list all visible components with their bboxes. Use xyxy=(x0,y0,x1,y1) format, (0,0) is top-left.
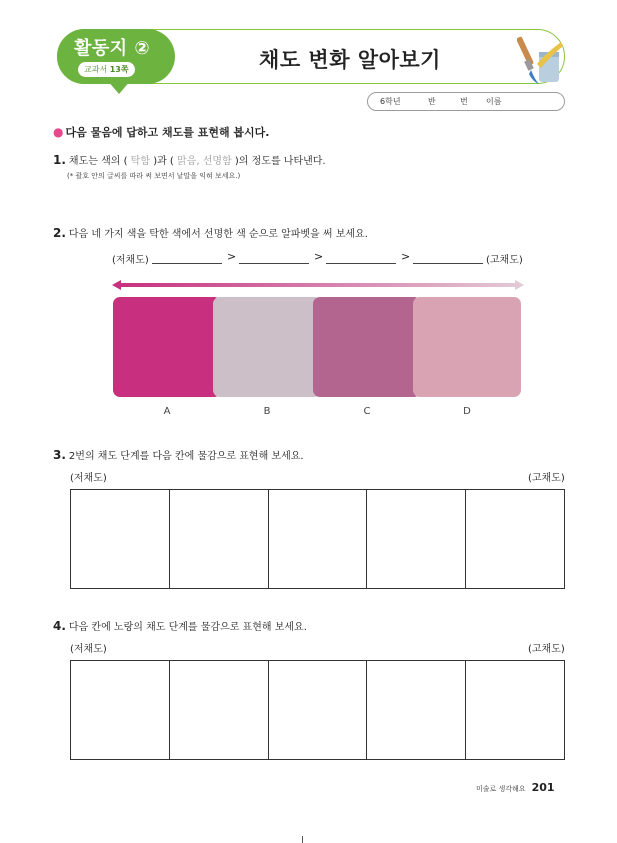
page-title: 채도 변화 알아보기 xyxy=(259,48,441,72)
q3-high-label: (고채도) xyxy=(528,473,565,484)
bullet-dot-icon: ● xyxy=(53,125,64,139)
q4-low-label: (저채도) xyxy=(70,644,107,655)
q3-cell-1[interactable] xyxy=(71,490,170,588)
textbook-page-ref xyxy=(78,62,135,77)
swatch-a xyxy=(113,297,221,397)
swatch-label-c: C xyxy=(363,406,371,417)
q4-paint-grid xyxy=(70,660,565,760)
greater-than-3: > xyxy=(401,250,411,263)
textbook-page: 13쪽 xyxy=(109,65,129,74)
q4-cell-5[interactable] xyxy=(466,661,564,759)
question-1: 1. 채도는 색의 ( 탁함 )과 ( 맑음, 선명함 )의 정도를 나타낸다. xyxy=(53,153,326,167)
answer-blank-3[interactable] xyxy=(326,263,396,264)
number-label: 번 xyxy=(460,97,468,106)
q4-cell-1[interactable] xyxy=(71,661,170,759)
question-3: 3. 2번의 채도 단계를 다음 칸에 물감으로 표현해 보세요. xyxy=(53,448,304,462)
crop-mark xyxy=(302,836,303,843)
answer-blank-2[interactable] xyxy=(239,263,309,264)
greater-than-2: > xyxy=(314,250,324,263)
swatch-d xyxy=(413,297,521,397)
instruction: ● 다음 물음에 답하고 채도를 표현해 봅시다. xyxy=(53,125,270,139)
trace-word-2: 맑음, 선명함 xyxy=(177,156,232,167)
swatch-b xyxy=(213,297,321,397)
q3-cell-5[interactable] xyxy=(466,490,564,588)
high-saturation-label: (고채도) xyxy=(486,255,523,266)
q4-high-label: (고채도) xyxy=(528,644,565,655)
question-4: 4. 다음 칸에 노랑의 채도 단계를 물감으로 표현해 보세요. xyxy=(53,619,307,633)
badge-tail xyxy=(107,80,131,94)
badge-title: 활동지 ② xyxy=(74,38,151,59)
q4-cell-2[interactable] xyxy=(170,661,269,759)
swatch-label-b: B xyxy=(263,406,271,417)
textbook-label: 교과서 xyxy=(84,65,110,74)
trace-word-1: 탁함 xyxy=(130,156,150,167)
student-info-bar xyxy=(367,92,565,111)
low-saturation-label: (저채도) xyxy=(112,255,149,266)
question-2: 2. 다음 네 가지 색을 탁한 색에서 선명한 색 순으로 알파벳을 써 보세요. xyxy=(53,226,368,240)
swatch-label-d: D xyxy=(463,406,471,417)
q3-cell-4[interactable] xyxy=(367,490,466,588)
book-title: 미술로 생각해요 xyxy=(476,785,526,793)
greater-than-1: > xyxy=(227,250,237,263)
grade-label: 6학년 xyxy=(380,97,401,106)
answer-blank-4[interactable] xyxy=(413,263,483,264)
name-label: 이름 xyxy=(486,97,502,106)
swatch-label-a: A xyxy=(163,406,171,417)
q4-cell-4[interactable] xyxy=(367,661,466,759)
q3-cell-3[interactable] xyxy=(269,490,368,588)
q3-cell-2[interactable] xyxy=(170,490,269,588)
q3-paint-grid xyxy=(70,489,565,589)
answer-blank-1[interactable] xyxy=(152,263,222,264)
q3-low-label: (저채도) xyxy=(70,473,107,484)
paintbrush-icon xyxy=(517,34,565,86)
swatch-c xyxy=(313,297,421,397)
class-label: 반 xyxy=(428,97,436,106)
page-number: 201 xyxy=(531,781,555,794)
q4-cell-3[interactable] xyxy=(269,661,368,759)
tracing-note: (* 괄호 안의 글씨를 따라 써 보면서 낱말을 익혀 보세요.) xyxy=(67,172,241,180)
page-footer xyxy=(476,781,555,794)
saturation-arrow-icon xyxy=(112,278,524,292)
